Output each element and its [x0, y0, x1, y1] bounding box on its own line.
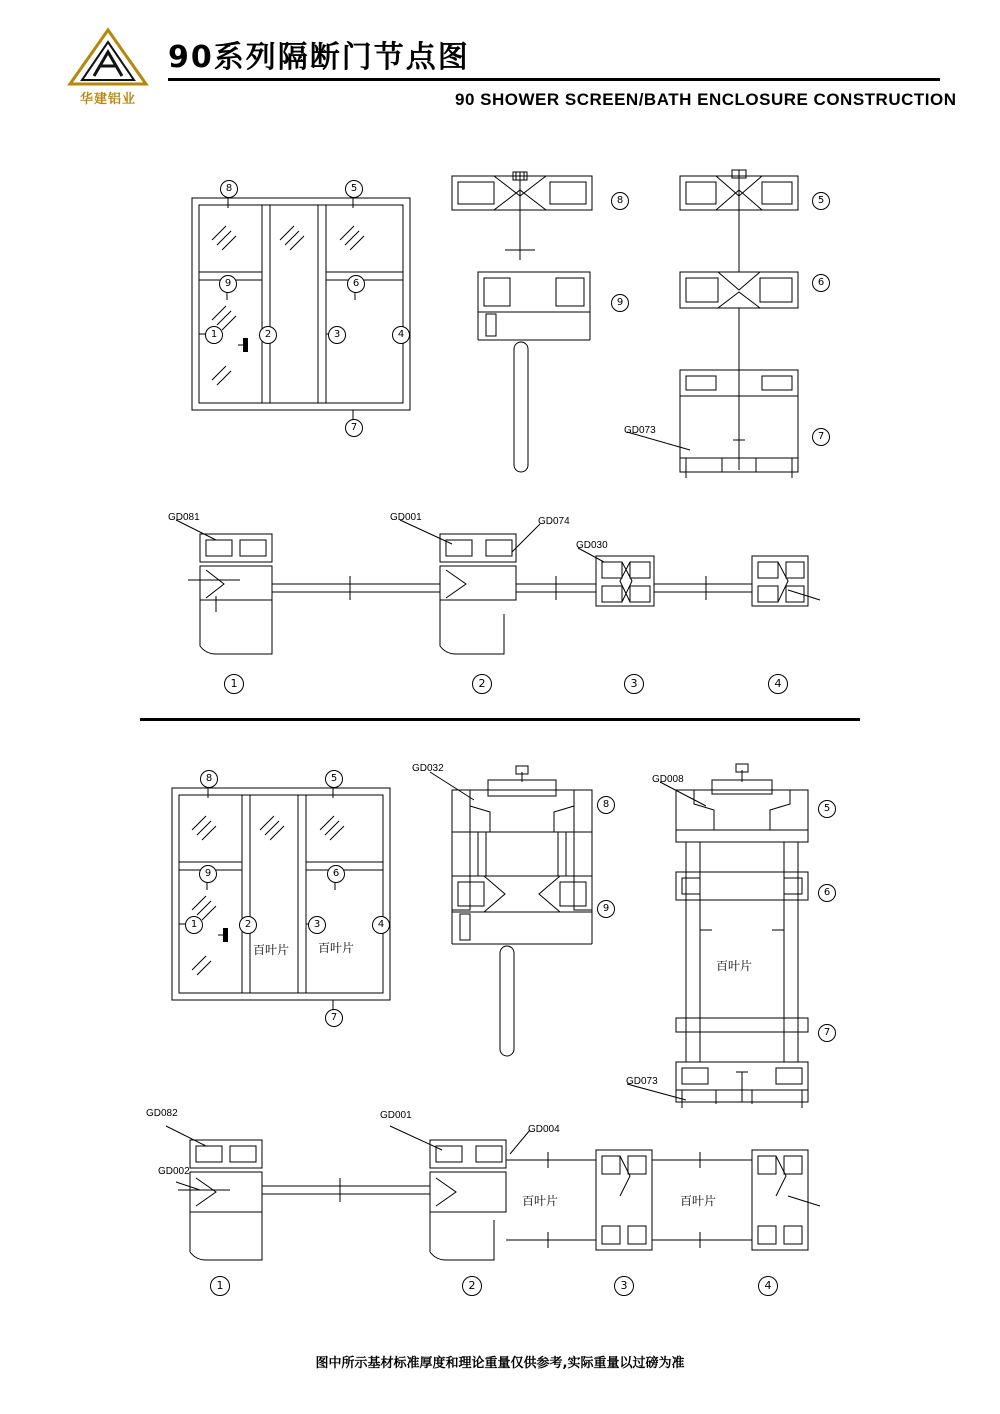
callout-5-bottom: 5	[325, 770, 343, 788]
callout-9-bottom: 9	[199, 865, 217, 883]
part-code-gd008: GD008	[652, 774, 684, 785]
section-callout-5: 5	[812, 192, 830, 210]
section-callout-9-bottom: 9	[597, 900, 615, 918]
callout-3-bottom: 3	[308, 916, 326, 934]
louver-label-plan-1: 百叶片	[522, 1194, 559, 1208]
plan-callout-2-bottom: 2	[462, 1276, 482, 1296]
part-code-gd030: GD030	[576, 540, 608, 551]
callout-7-bottom: 7	[325, 1009, 343, 1027]
section-callout-7: 7	[812, 428, 830, 446]
section-callout-6-bottom: 6	[818, 884, 836, 902]
part-code-gd032: GD032	[412, 763, 444, 774]
section-callout-7-bottom: 7	[818, 1024, 836, 1042]
part-code-gd001-bottom: GD001	[380, 1110, 412, 1121]
callout-6: 6	[347, 275, 365, 293]
part-code-gd073-top: GD073	[624, 425, 656, 436]
callout-8-bottom: 8	[200, 770, 218, 788]
callout-4-bottom: 4	[372, 916, 390, 934]
part-code-gd073-bottom: GD073	[626, 1076, 658, 1087]
louver-label-plan-2: 百叶片	[680, 1194, 717, 1208]
part-code-gd082: GD082	[146, 1108, 178, 1119]
callout-9: 9	[219, 275, 237, 293]
plan-callout-1-bottom: 1	[210, 1276, 230, 1296]
callout-6-bottom: 6	[327, 865, 345, 883]
part-code-gd002: GD002	[158, 1166, 190, 1177]
section-callout-8: 8	[611, 192, 629, 210]
callout-5: 5	[345, 180, 363, 198]
louver-label-elev-2: 百叶片	[318, 941, 355, 955]
plan-callout-3-top: 3	[624, 674, 644, 694]
page-title-chinese: 90系列隔断门节点图	[168, 40, 470, 75]
footer-note: 图中所示基材标准厚度和理论重量仅供参考,实际重量以过磅为准	[315, 1356, 685, 1371]
callout-2-bottom: 2	[239, 916, 257, 934]
plan-callout-3-bottom: 3	[614, 1276, 634, 1296]
plan-callout-4-top: 4	[768, 674, 788, 694]
plan-callout-1-top: 1	[224, 674, 244, 694]
louver-label-elev-1: 百叶片	[253, 943, 290, 957]
callout-1: 1	[205, 326, 223, 344]
callout-2: 2	[259, 326, 277, 344]
callout-8: 8	[220, 180, 238, 198]
section-callout-5-bottom: 5	[818, 800, 836, 818]
page-title-english: 90 SHOWER SCREEN/BATH ENCLOSURE CONSTRUCTION	[455, 90, 957, 109]
part-code-gd074: GD074	[538, 516, 570, 527]
plan-callout-2-top: 2	[472, 674, 492, 694]
part-code-gd004: GD004	[528, 1124, 560, 1135]
callout-1-bottom: 1	[185, 916, 203, 934]
part-code-gd001-top: GD001	[390, 512, 422, 523]
callout-4: 4	[392, 326, 410, 344]
part-code-gd081: GD081	[168, 512, 200, 523]
section-callout-8-bottom: 8	[597, 796, 615, 814]
callout-7: 7	[345, 419, 363, 437]
callout-3: 3	[328, 326, 346, 344]
section-callout-6: 6	[812, 274, 830, 292]
plan-callout-4-bottom: 4	[758, 1276, 778, 1296]
section-callout-9: 9	[611, 294, 629, 312]
louver-label-section: 百叶片	[716, 959, 753, 973]
logo-company-name: 华建铝业	[79, 91, 136, 106]
